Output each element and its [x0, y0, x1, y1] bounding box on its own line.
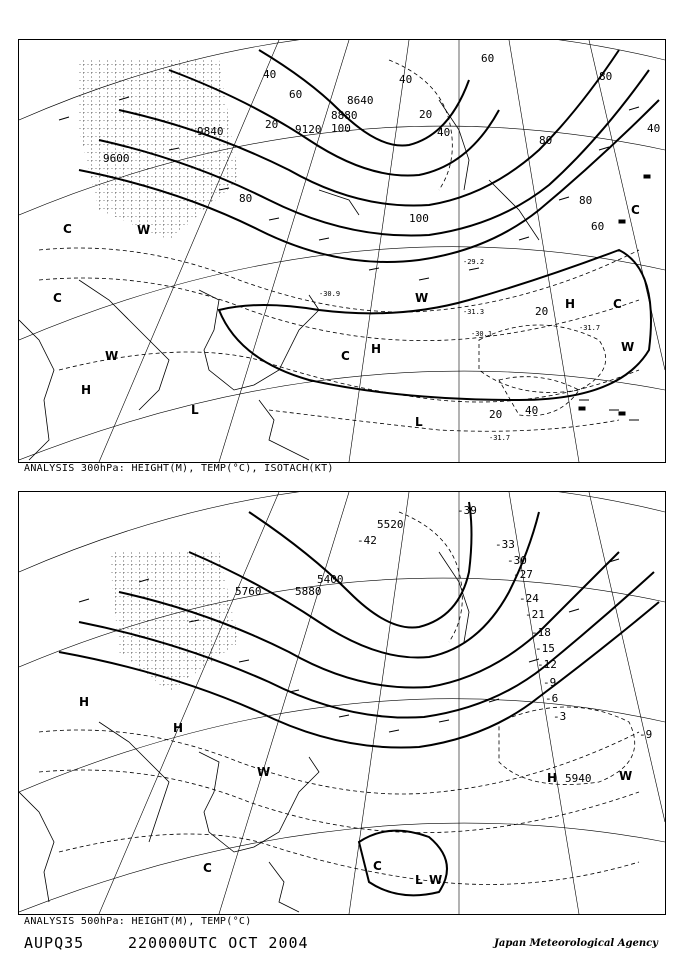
center-marker: L: [191, 403, 199, 417]
center-marker: W: [415, 291, 429, 305]
agency-name: Japan Meteorological Agency: [494, 938, 658, 949]
temp-label: -18: [531, 626, 551, 639]
temp-label: -30.1: [471, 330, 493, 338]
caption-300hpa: ANALYSIS 300hPa: HEIGHT(M), TEMP(°C), ISOTACH(KT): [24, 463, 334, 474]
isotach-label: 80: [239, 192, 253, 205]
height-label: 5520: [377, 518, 404, 531]
isotach-label: 60: [289, 88, 303, 101]
isotach-label: 100: [331, 122, 351, 135]
isotach-label: 80: [539, 134, 553, 147]
temp-label: -31.3: [463, 308, 485, 316]
center-marker: W: [621, 340, 635, 354]
height-label: 8880: [331, 109, 358, 122]
center-marker: C: [341, 349, 350, 363]
temp-label: -3: [553, 710, 567, 723]
temp-label: -21: [525, 608, 545, 621]
isotach-labels: [239, 52, 660, 421]
isotach-label: 40: [263, 68, 277, 81]
center-marker: W: [137, 223, 151, 237]
center-marker: W: [429, 873, 443, 887]
center-marker: C: [53, 291, 62, 305]
isotach-label: 20: [535, 305, 549, 318]
temp-label: -9: [543, 676, 557, 689]
temp-label: -30.9: [319, 290, 341, 298]
center-marker: H: [81, 383, 92, 397]
temp-label: -15: [535, 642, 555, 655]
product-code: AUPQ35: [24, 934, 85, 952]
isotach-label: 80: [599, 70, 613, 83]
isotach-label: 40: [525, 404, 539, 417]
caption-500hpa: ANALYSIS 500hPa: HEIGHT(M), TEMP(°C): [24, 916, 252, 927]
center-marker: W: [257, 765, 271, 779]
temp-label: -42: [357, 534, 377, 547]
center-marker: C: [63, 222, 72, 236]
center-marker: W: [619, 769, 633, 783]
center-marker: W: [105, 349, 119, 363]
center-marker: H: [173, 721, 184, 735]
isotach-label: 40: [647, 122, 661, 135]
center-marker: C: [631, 203, 640, 217]
height-label: 5940: [565, 772, 592, 785]
map-panel-500hpa: [18, 491, 666, 915]
temp-label: -6: [545, 692, 559, 705]
temp-label: -39: [457, 504, 477, 517]
temp-label: -12: [537, 658, 557, 671]
height-label: 5760: [235, 585, 262, 598]
isotach-label: 40: [399, 73, 413, 86]
height-label: 8640: [347, 94, 374, 107]
map-panel-300hpa: [18, 39, 666, 463]
height-label: 9600: [103, 152, 130, 165]
temp-label: -31.7: [489, 434, 511, 442]
center-marker: C: [203, 861, 212, 875]
isotach-label: 20: [419, 108, 433, 121]
temp-labels: [357, 504, 652, 741]
isotach-label: 20: [489, 408, 503, 421]
center-marker: C: [613, 297, 622, 311]
temp-label: -29.2: [463, 258, 485, 266]
map-500hpa-svg: [19, 492, 665, 914]
isotach-label: 60: [481, 52, 495, 65]
temp-label: -9: [639, 728, 653, 741]
temp-label: -31.7: [579, 324, 601, 332]
isotach-label: 100: [409, 212, 429, 225]
center-marker: L: [415, 873, 423, 887]
center-marker: H: [565, 297, 576, 311]
temp-label: -30: [507, 554, 527, 567]
temp-labels: [319, 258, 600, 442]
map-300hpa-svg: [19, 40, 665, 462]
temp-label: -24: [519, 592, 539, 605]
isotach-label: 20: [265, 118, 279, 131]
isotach-label: 40: [437, 126, 451, 139]
height-label: 5400: [317, 573, 344, 586]
height-label: 9840: [197, 125, 224, 138]
isotach-label: 80: [579, 194, 593, 207]
center-marker: H: [79, 695, 90, 709]
isotach-label: 60: [591, 220, 605, 233]
valid-time: 220000UTC OCT 2004: [128, 934, 309, 952]
coastlines: [19, 552, 469, 912]
center-marker: H: [547, 771, 558, 785]
center-marker: C: [373, 859, 382, 873]
jet-hatched-area: [79, 60, 239, 240]
height-label: 5880: [295, 585, 322, 598]
center-marker: H: [371, 342, 382, 356]
center-marker: L: [415, 415, 423, 429]
temp-label: -27: [513, 568, 533, 581]
height-label: 9120: [295, 123, 322, 136]
temp-label: -33: [495, 538, 515, 551]
